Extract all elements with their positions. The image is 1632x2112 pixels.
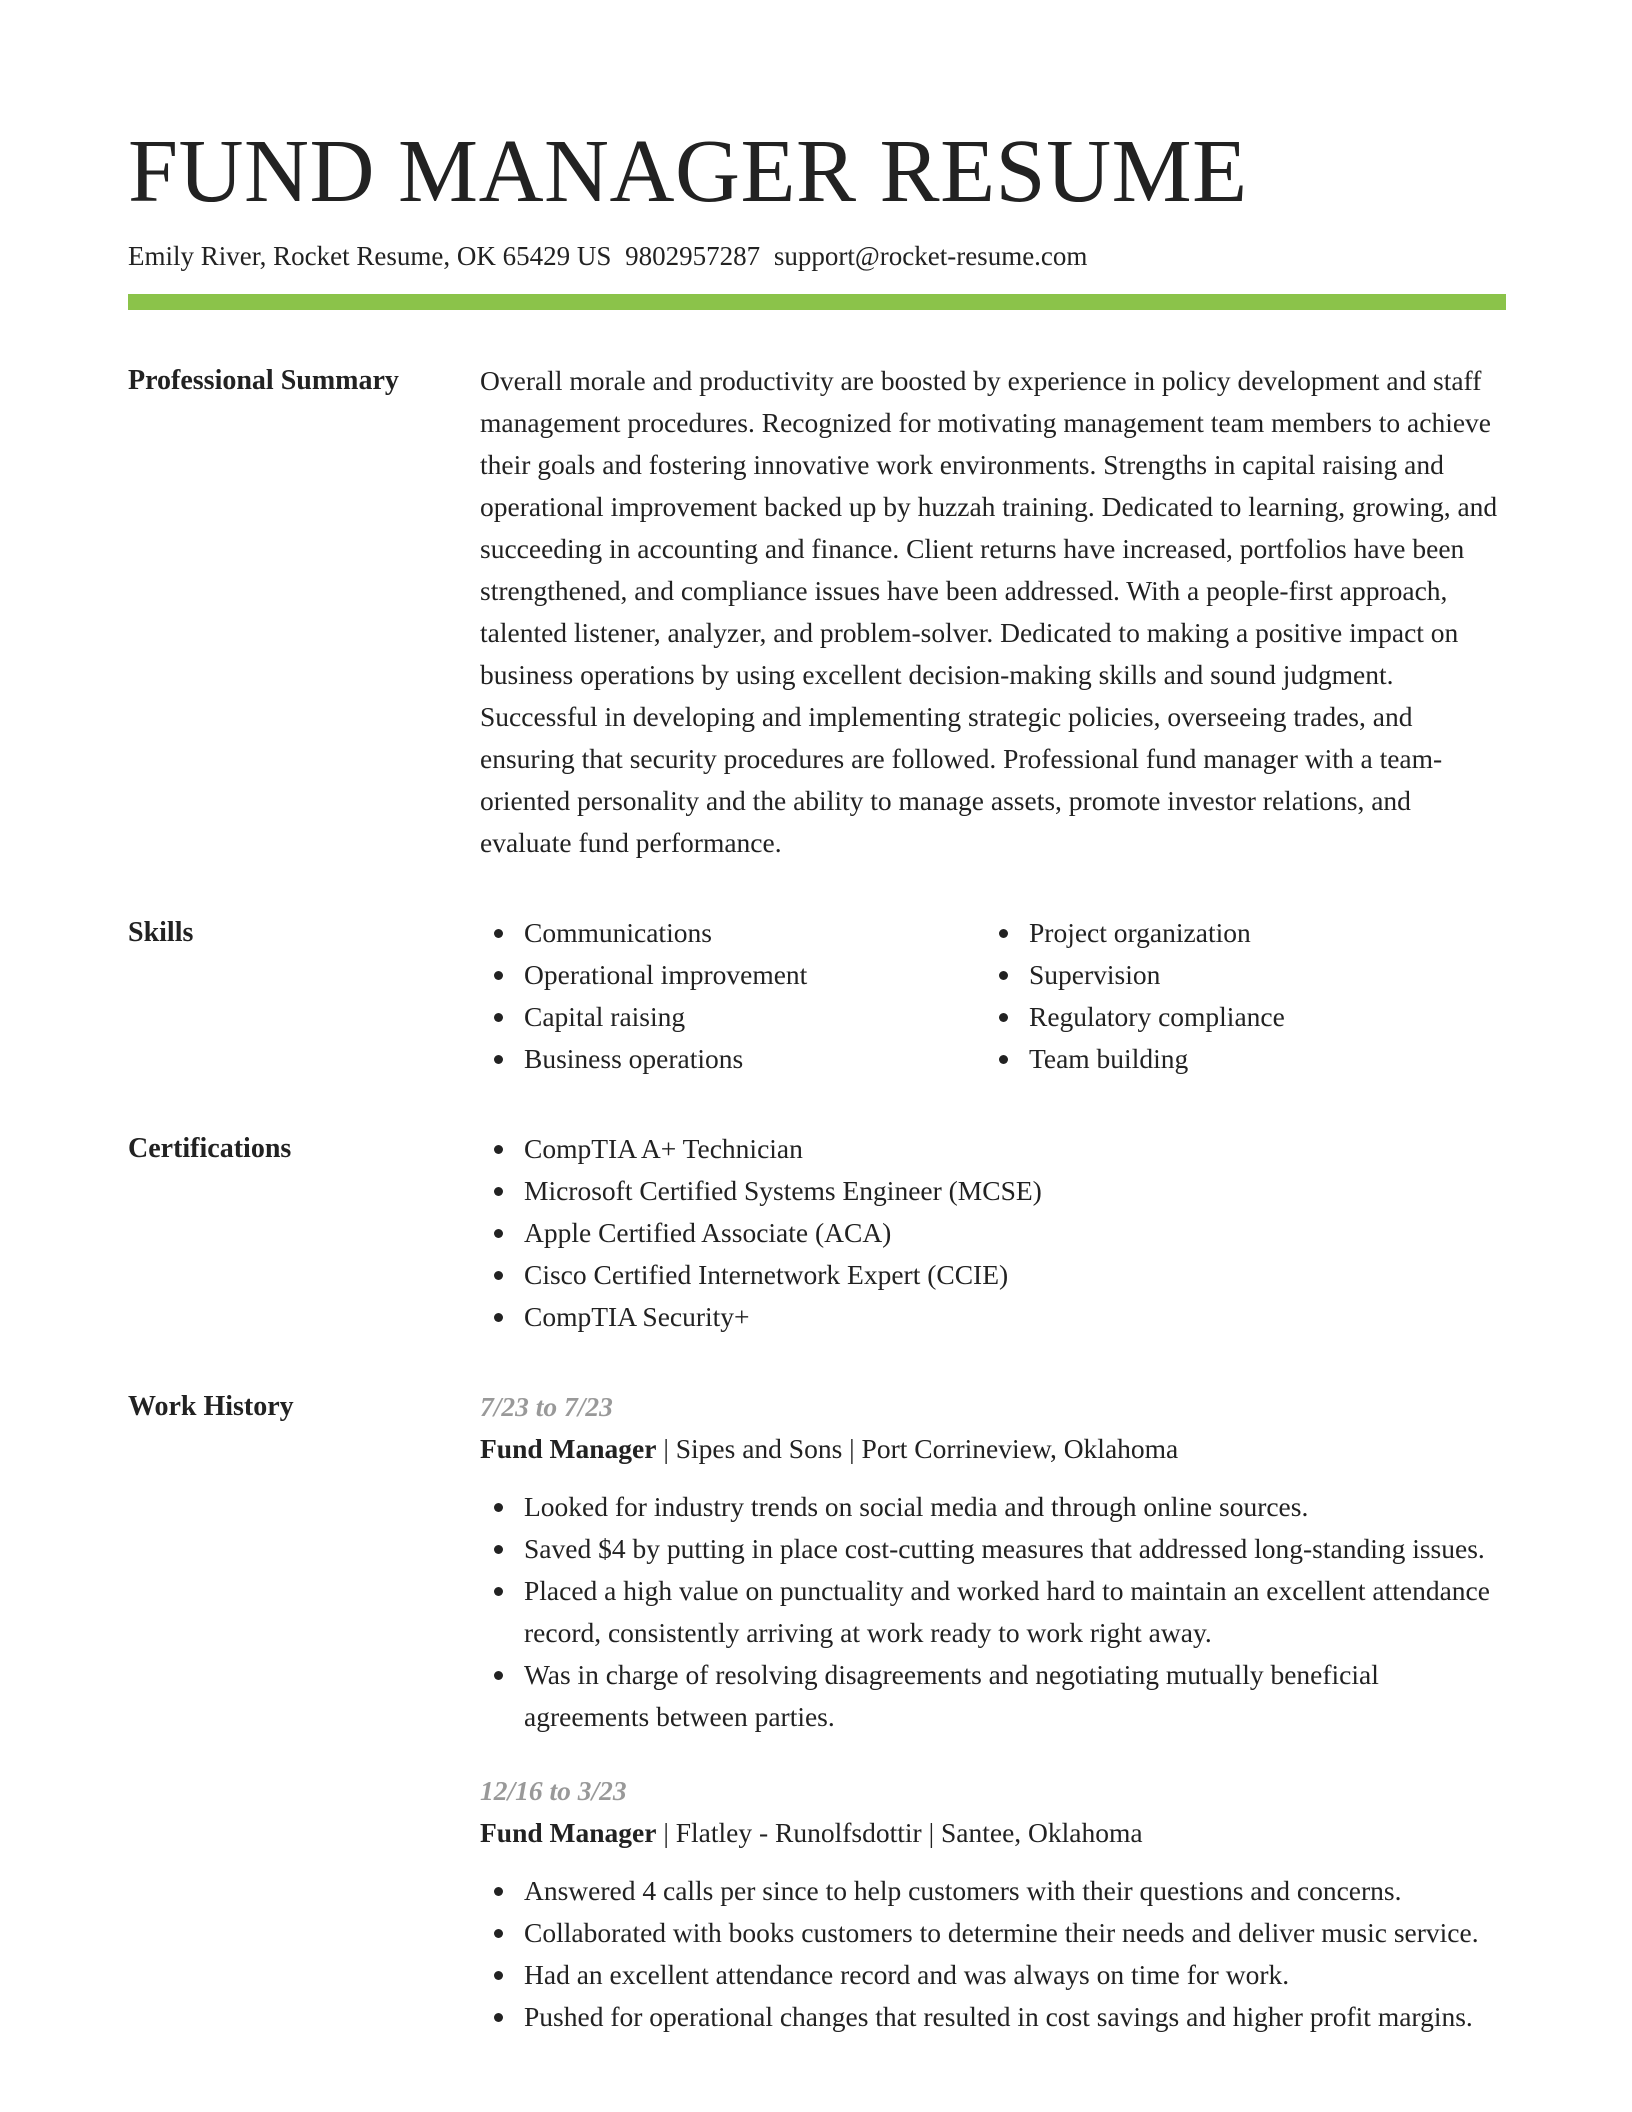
job-company: Sipes and Sons [675, 1433, 843, 1464]
job-dates: 12/16 to 3/23 [480, 1775, 627, 1806]
job-bullet: Placed a high value on punctuality and worked hard to maintain an excellent attendance record, consistently arriving at work ready to work right away. [480, 1570, 1506, 1654]
job-bullet: Pushed for operational changes that resulted in cost savings and higher profit margins. [480, 1996, 1506, 2038]
job-separator: | [928, 1817, 941, 1848]
skill-item: Supervision [985, 954, 1506, 996]
job-bullets [480, 1486, 1506, 1738]
summary-section [128, 360, 1506, 864]
resume-title: FUND MANAGER RESUME [128, 122, 1248, 221]
job-location: Santee, Oklahoma [940, 1817, 1143, 1848]
skill-item: Communications [480, 912, 985, 954]
certification-item: Apple Certified Associate (ACA) [480, 1212, 1506, 1254]
job-bullet: Looked for industry trends on social media and through online sources. [480, 1486, 1506, 1528]
job-company: Flatley - Runolfsdottir [675, 1817, 922, 1848]
skill-item: Regulatory compliance [985, 996, 1506, 1038]
job-separator: | [849, 1433, 862, 1464]
job-bullet: Had an excellent attendance record and was always on time for work. [480, 1954, 1506, 1996]
accent-divider [128, 294, 1506, 310]
job-bullet: Collaborated with books customers to determine their needs and deliver music service. [480, 1912, 1506, 1954]
work-history-label: Work History [128, 1391, 294, 1422]
certification-item: CompTIA A+ Technician [480, 1128, 1506, 1170]
contact-name-address: Emily River, Rocket Resume, OK 65429 US [128, 241, 612, 271]
contact-phone: 9802957287 [625, 241, 761, 271]
job-entry [480, 1386, 1506, 1738]
summary-label: Professional Summary [128, 365, 399, 396]
skill-item: Team building [985, 1038, 1506, 1080]
certification-item: CompTIA Security+ [480, 1296, 1506, 1338]
skills-label: Skills [128, 917, 194, 948]
skill-item: Capital raising [480, 996, 985, 1038]
job-title: Fund Manager [480, 1433, 657, 1464]
certifications-list [480, 1128, 1506, 1338]
job-bullet: Saved $4 by putting in place cost-cutting measures that addressed long-standing issues. [480, 1528, 1506, 1570]
skill-item: Business operations [480, 1038, 985, 1080]
job-heading [480, 1428, 1506, 1470]
contact-line [128, 238, 1506, 274]
skills-section [128, 912, 1506, 1080]
certifications-section [128, 1128, 1506, 1338]
job-bullets [480, 1870, 1506, 2038]
resume-page [128, 118, 1506, 2038]
certification-item: Microsoft Certified Systems Engineer (MCSE) [480, 1170, 1506, 1212]
job-bullet: Answered 4 calls per since to help customers with their questions and concerns. [480, 1870, 1506, 1912]
certifications-label: Certifications [128, 1133, 292, 1164]
skills-list-right [985, 912, 1506, 1080]
job-heading [480, 1812, 1506, 1854]
skill-item: Operational improvement [480, 954, 985, 996]
job-separator: | [663, 1433, 676, 1464]
summary-text: Overall morale and productivity are boosted by experience in policy development and staff management procedures. Recognized for motivating management team members to achieve their goals and fostering innovative work environments. Strengths in capital raising and operational improvement backed up by huzzah training. Dedicated to learning, growing, and succeeding in accounting and finance. Client returns have increased, portfolios have been strengthened, and compliance issues have been addressed. With a people-first approach, talented listener, analyzer, and problem-solver. Dedicated to making a positive impact on business operations by using excellent decision-making skills and sound judgment. Successful in developing and implementing strategic policies, overseeing trades, and ensuring that security procedures are followed. Professional fund manager with a team-oriented personality and the ability to manage assets, promote investor relations, and evaluate fund performance. [480, 365, 1498, 858]
certification-item: Cisco Certified Internetwork Expert (CCIE) [480, 1254, 1506, 1296]
job-dates: 7/23 to 7/23 [480, 1391, 613, 1422]
skills-list-left [480, 912, 985, 1080]
contact-email: support@rocket-resume.com [773, 241, 1088, 271]
job-location: Port Corrineview, Oklahoma [861, 1433, 1179, 1464]
job-bullet: Was in charge of resolving disagreements and negotiating mutually beneficial agreements between parties. [480, 1654, 1506, 1738]
job-title: Fund Manager [480, 1817, 657, 1848]
skill-item: Project organization [985, 912, 1506, 954]
job-separator: | [663, 1817, 676, 1848]
work-history-section [128, 1386, 1506, 2038]
job-entry [480, 1770, 1506, 2038]
